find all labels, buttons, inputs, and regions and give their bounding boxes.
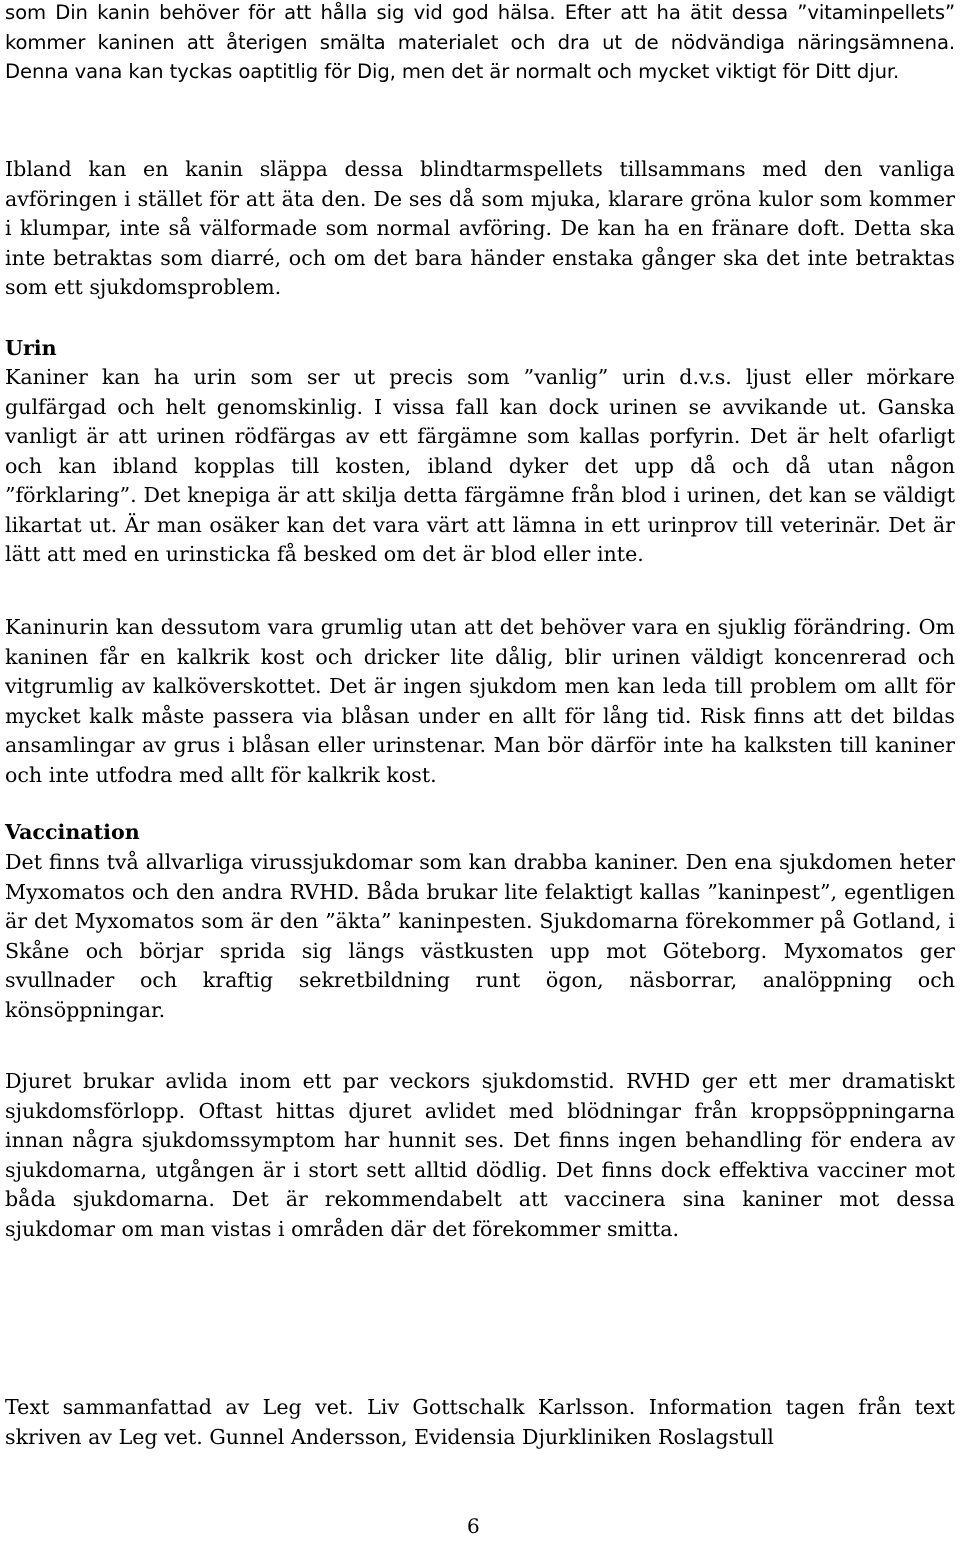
paragraph-urin-color: Kaniner kan ha urin som ser ut precis som ”vanlig” urin d.v.s. ljust eller mörkare gulfärgad och helt genomskinlig. I vissa fall kan dock urinen se avvikande ut. Ganska vanligt är att urinen rödfärgas av ett färgämne som kallas porfyrin. Det är helt ofarligt och kan ibland kopplas till kosten, ibland dyker det upp då och då utan någon ”förklaring”. Det knepiga är att skilja detta färgämne från blod i urinen, det kan se väldigt likartat ut. Är man osäker kan det vara värt att lämna in ett urinprov till veterinär. Det är lätt att med en urinsticka få besked om det är blod eller inte.	[5, 365, 955, 566]
heading-urin: Urin	[5, 336, 57, 360]
paragraph-virus-diseases: Det finns två allvarliga virussjukdomar som kan drabba kaniner. Den ena sjukdomen heter Myxomatos och den andra RVHD. Båda brukar lite felaktigt kallas ”kaninpest”, egentligen är det Myxomatos som är den ”äkta” kaninpesten. Sjukdomarna förekommer på Gotland, i Skåne och börjar sprida sig längs västkusten upp mot Göteborg. Myxomatos ger svullnader och kraftig sekretbildning runt ögon, näsborrar, analöppning och könsöppningar.	[5, 850, 955, 1022]
credit-text: Text sammanfattad av Leg vet. Liv Gottschalk Karlsson. Information tagen från text skriven av Leg vet. Gunnel Andersson, Evidensia Djurkliniken Roslagstull	[5, 1395, 955, 1449]
paragraph-urin-cloudy: Kaninurin kan dessutom vara grumlig utan att det behöver vara en sjuklig förändring. Om kaninen får en kalkrik kost och dricker lite dålig, blir urinen väldigt koncenrerad och vitgrumlig av kalköverskottet. Det är ingen sjukdom men kan leda till problem om allt för mycket kalk måste passera via blåsan under en allt för lång tid. Risk finns att det bildas ansamlingar av grus i blåsan eller urinstenar. Man bör därför inte ha kalksten till kaniner och inte utfodra med allt för kalkrik kost.	[5, 615, 955, 787]
paragraph-blindtarmspellets: Ibland kan en kanin släppa dessa blindtarmspellets tillsammans med den vanliga avföringen i stället för att äta den. De ses då som mjuka, klarare gröna kulor som kommer i klumpar, inte så välformade som normal avföring. De kan ha en fränare doft. Detta ska inte betraktas som diarré, och om det bara händer enstaka gånger ska det inte betraktas som ett sjukdomsproblem.	[5, 157, 955, 299]
paragraph-disease-course: Djuret brukar avlida inom ett par veckors sjukdomstid. RVHD ger ett mer dramatiskt sjukdomsförlopp. Oftast hittas djuret avlidet med blödningar från kroppsöppningarna innan några sjukdomssymptom har hunnit ses. Det finns ingen behandling för endera av sjukdomarna, utgången är i stort sett alltid dödlig. Det finns dock effektiva vacciner mot båda sjukdomarna. Det är rekommendabelt att vaccinera sina kaniner mot dessa sjukdomar om man vistas i områden där det förekommer smitta.	[5, 1069, 955, 1241]
page-number: 6	[467, 1514, 480, 1538]
heading-vaccination: Vaccination	[5, 820, 140, 844]
paragraph-cecotrophs: som Din kanin behöver för att hålla sig vid god hälsa. Efter att ha ätit dessa ”vitaminpellets” kommer kaninen att återigen smälta materialet och dra ut de nödvändiga näringsämnena. Denna vana kan tyckas oaptitlig för Dig, men det är normalt och mycket viktigt för Ditt djur.	[5, 1, 955, 83]
